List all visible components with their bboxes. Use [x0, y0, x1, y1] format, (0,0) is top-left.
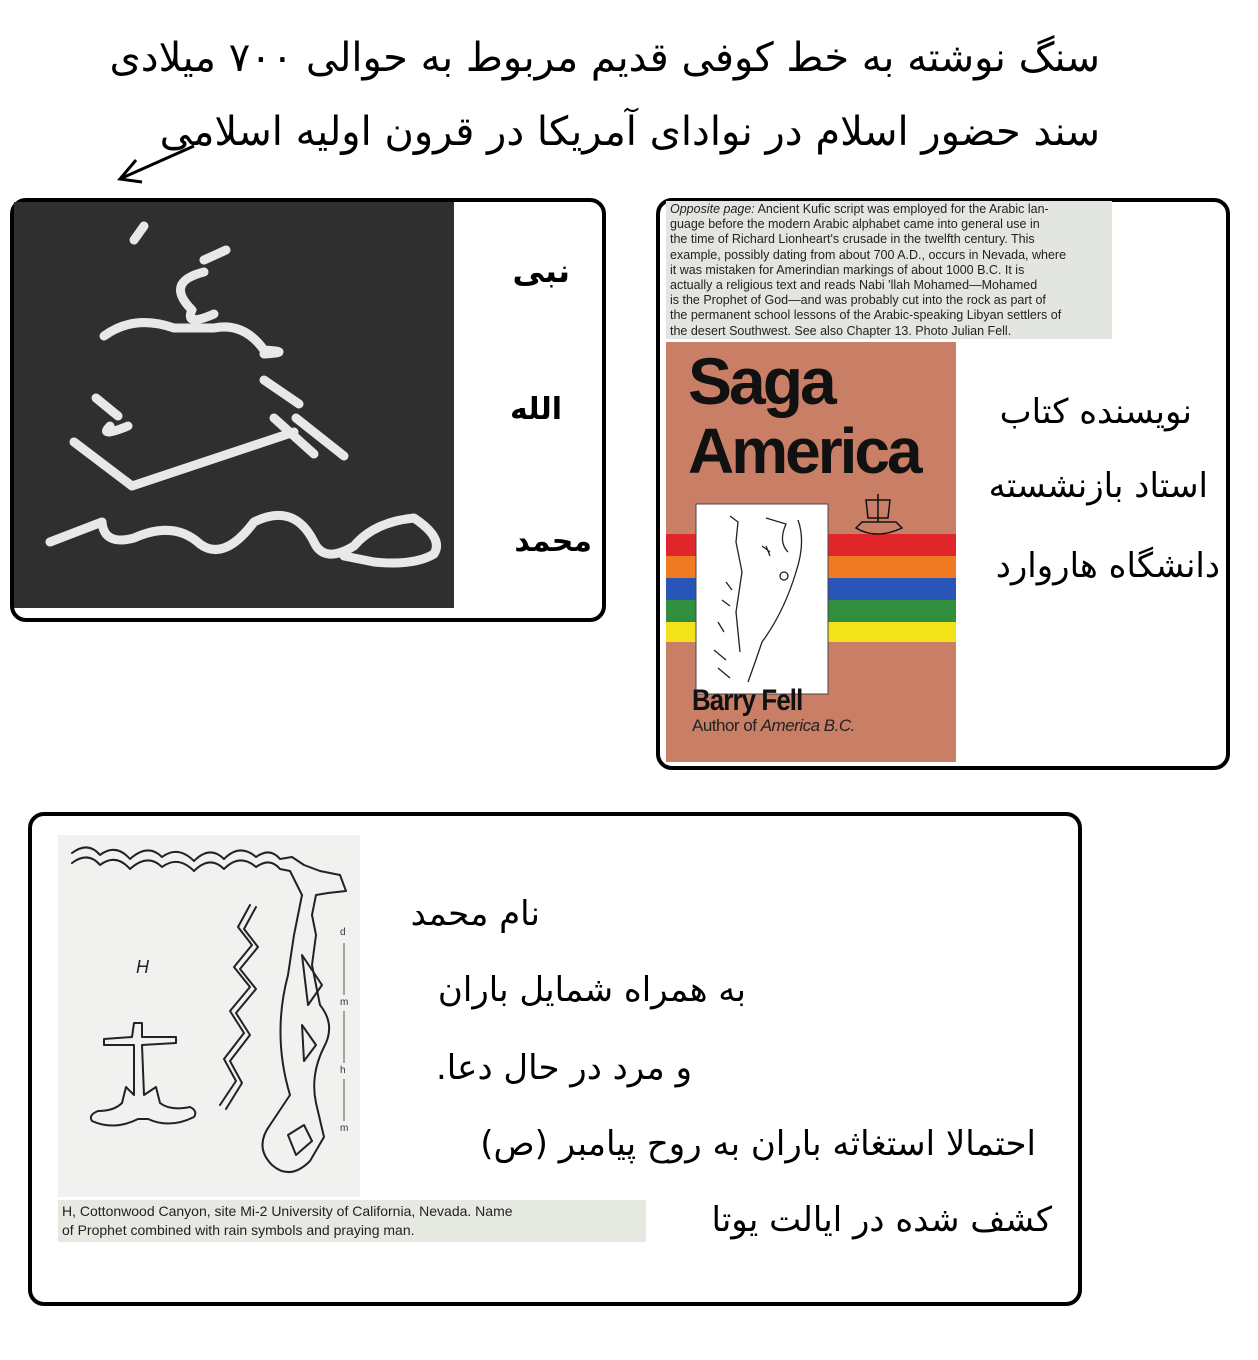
rock-label-allah: الله	[510, 392, 562, 427]
side-letter: m	[340, 997, 349, 1008]
caption-line: guage before the modern Arabic alphabet came into general use in	[670, 217, 1040, 232]
caption-line: actually a religious text and reads Nabi 'llah Mohamed—Mohamed	[670, 278, 1038, 293]
caption-lead: Opposite page:	[670, 202, 755, 216]
ship-icon	[856, 494, 902, 534]
kufic-inscription	[14, 202, 454, 608]
caption-line: the time of Richard Lionheart's crusade in the twelfth century. This	[670, 232, 1035, 247]
praying-man-glyph	[91, 1023, 195, 1126]
header-line-2: سند حضور اسلام در نوادای آمریکا در قرون اولیه اسلامی	[159, 109, 1100, 155]
kufic-rock-photo	[14, 202, 454, 608]
petroglyph-note-3: و مرد در حال دعا.	[436, 1048, 692, 1088]
caption-line: the permanent school lessons of the Arabic-speaking Libyan settlers of	[670, 308, 1062, 323]
petroglyph-svg	[58, 835, 360, 1197]
subtitle-prefix: Author of	[692, 716, 761, 735]
author-note-3: دانشگاه هاروارد	[995, 546, 1220, 586]
side-letter: h	[340, 1065, 346, 1076]
caption-line: Ancient Kufic script was employed for the Arabic lan-	[757, 202, 1049, 216]
caption-line: the desert Southwest. See also Chapter 13. Photo Julian Fell.	[670, 323, 1012, 338]
rock-label-nabi: نبی	[512, 252, 570, 290]
caption-line: H, Cottonwood Canyon, site Mi-2 University of California, Nevada. Name	[62, 1203, 513, 1219]
cover-author: Barry Fell	[692, 684, 803, 717]
caption-line: of Prophet combined with rain symbols and praying man.	[62, 1222, 415, 1238]
petroglyph-note-5: کشف شده در ایالت یوتا	[711, 1200, 1052, 1240]
subtitle-book: America B.C.	[760, 716, 855, 735]
figure-letter: H	[136, 957, 149, 977]
author-note-2: استاد بازنشسته	[988, 466, 1208, 506]
cover-subtitle	[692, 716, 855, 736]
petroglyph-note-4: احتمالا استغاثه باران به روح پیامبر (ص)	[480, 1124, 1036, 1164]
rain-zigzag	[72, 847, 340, 875]
map-inset	[696, 504, 828, 694]
cover-title-line-1: Saga	[688, 344, 834, 418]
author-note-1: نویسنده کتاب	[999, 392, 1192, 432]
petroglyph-note-1: نام محمد	[410, 894, 540, 934]
lightning-glyph	[220, 905, 252, 1105]
cover-title-line-2: America	[688, 415, 920, 487]
header-line-1: سنگ نوشته به خط کوفی قدیم مربوط به حوالی ۷۰۰ میلادی	[109, 35, 1100, 81]
side-letter: m	[340, 1123, 349, 1134]
side-letter: d	[340, 927, 346, 938]
petroglyph-caption	[58, 1200, 646, 1242]
book-caption	[666, 201, 1112, 339]
petroglyph-note-2: به همراه شمایل باران	[437, 970, 746, 1010]
book-cover	[666, 342, 956, 762]
caption-line: is the Prophet of God—and was probably cut into the rock as part of	[670, 293, 1046, 308]
rock-label-mohamed: محمد	[514, 524, 592, 559]
petroglyph-drawing	[58, 835, 360, 1197]
arrow-icon	[112, 138, 202, 188]
caption-line: it was mistaken for Amerindian markings of about 1000 B.C. It is	[670, 262, 1025, 277]
caption-line: example, possibly dating from about 700 A.D., occurs in Nevada, where	[670, 247, 1067, 262]
